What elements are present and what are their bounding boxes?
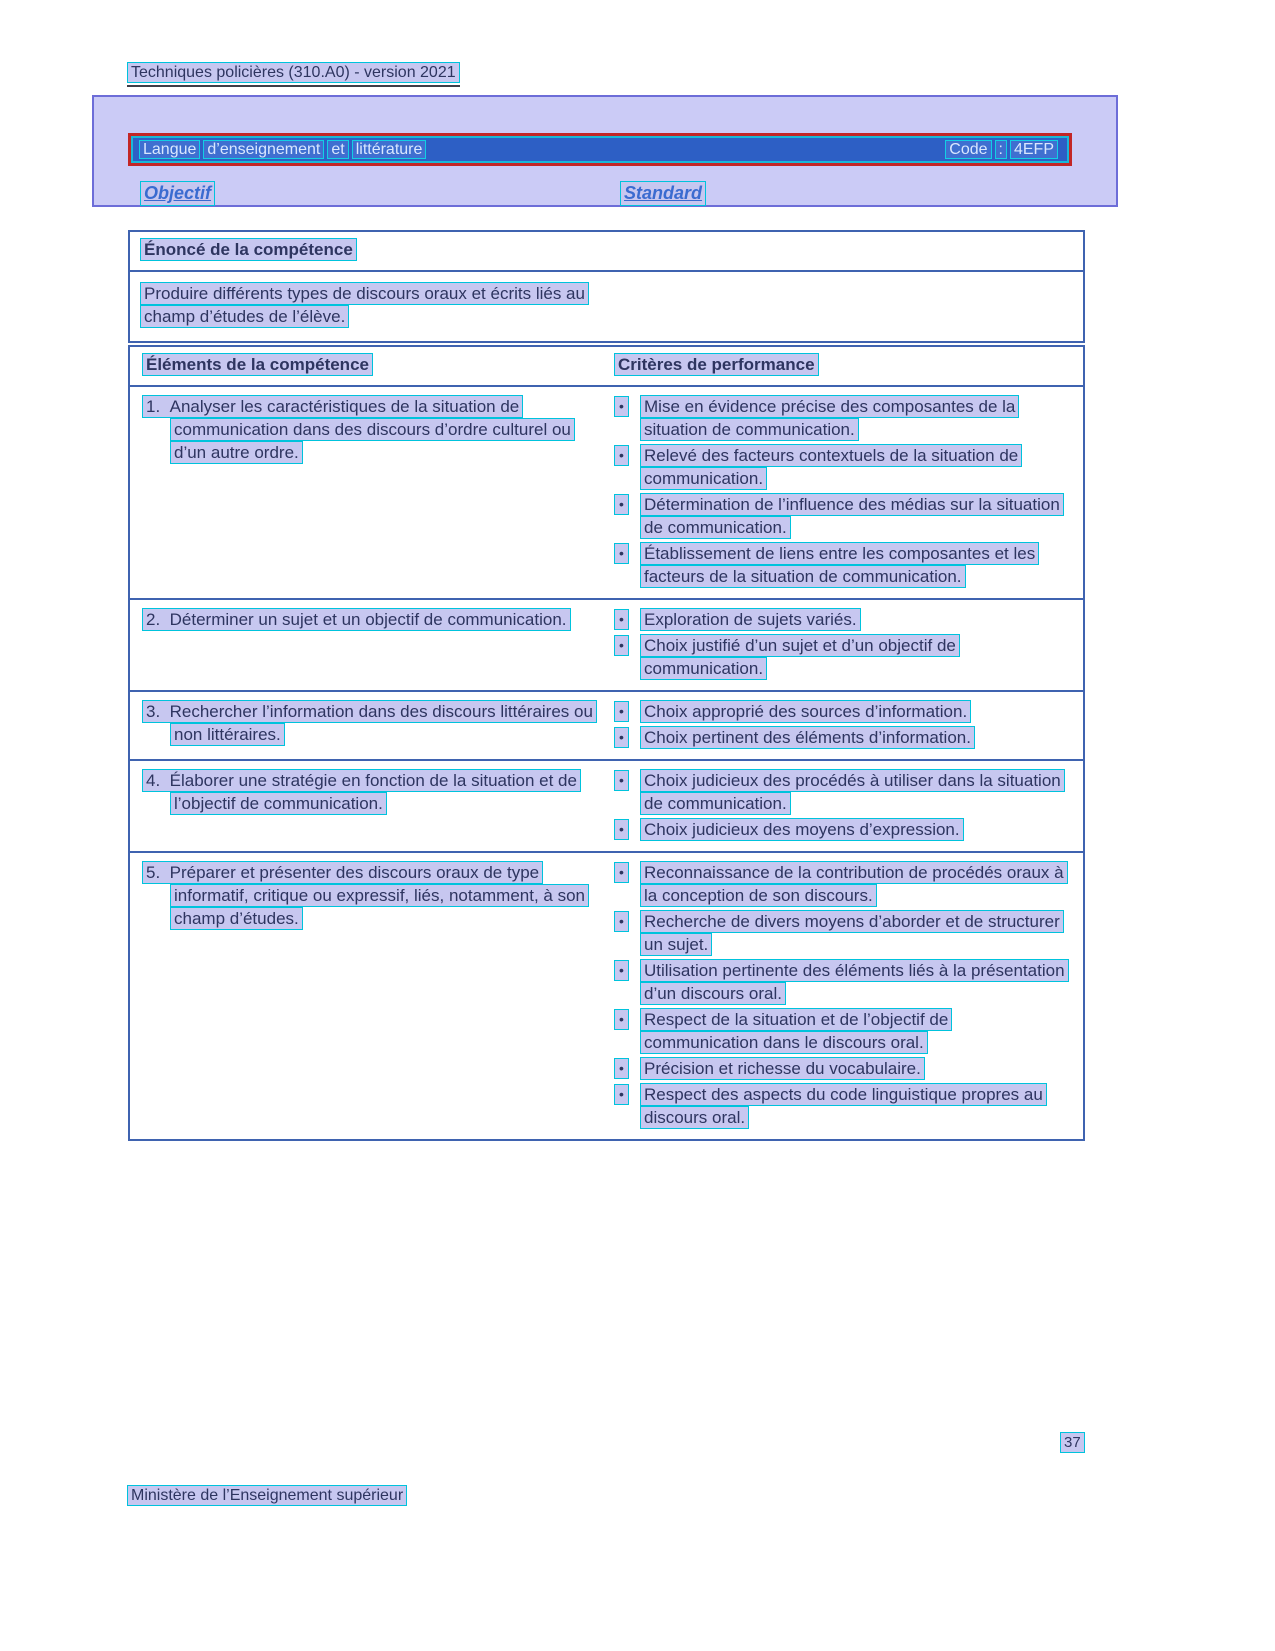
criterion-item [612,395,1065,441]
criteria-cell [608,769,1083,841]
enonce-body [130,272,1083,341]
title-bar-word: : [995,140,1007,159]
criterion-item [612,700,1065,723]
enonce-header-text: Énoncé de la compétence [140,238,357,261]
criterion-item [612,542,1065,588]
element-text [142,769,598,815]
competence-table-header [130,347,1083,387]
criterion-text: Choix pertinent des éléments d’information. [640,726,975,749]
element-text [142,395,598,464]
footer [127,1487,407,1505]
bullet-icon: • [614,1058,629,1079]
criterion-item [612,1083,1065,1129]
criterion-text: Choix approprié des sources d’information. [640,700,971,723]
bullet-icon: • [614,862,629,883]
bullet-icon: • [614,543,629,564]
element-highlight: 3. Rechercher l’information dans des discours littéraires ou non littéraires. [142,700,597,746]
header-title: Techniques policières (310.A0) - version 2021 [127,62,460,83]
enonce-section [128,230,1085,343]
bullet-icon: • [614,911,629,932]
bullet-icon: • [614,701,629,722]
criteria-cell [608,395,1083,588]
competence-row [130,851,1083,1139]
bullet-icon: • [614,635,629,656]
enonce-body-text [140,282,610,328]
element-text [142,608,598,631]
criterion-text: Détermination de l’influence des médias sur la situation de communication. [640,493,1064,539]
bullet-icon: • [614,396,629,417]
course-title-bar [128,133,1072,166]
bullet-icon: • [614,609,629,630]
criterion-item [612,726,1065,749]
competence-row [130,598,1083,690]
title-bar-word: Code [945,140,991,159]
competence-row [130,387,1083,598]
criterion-item [612,444,1065,490]
enonce-body-highlight: Produire différents types de discours oraux et écrits liés au champ d’études de l’élève. [140,282,589,328]
element-text [142,861,598,930]
competence-rows [130,387,1083,1139]
title-bar-word: littérature [352,140,427,159]
bullet-icon: • [614,727,629,748]
criterion-text: Établissement de liens entre les composantes et les facteurs de la situation de communication. [640,542,1039,588]
criterion-text: Recherche de divers moyens d’aborder et de structurer un sujet. [640,910,1064,956]
enonce-header [130,232,1083,272]
element-cell [130,608,608,680]
competence-row [130,690,1083,759]
criteria-cell [608,700,1083,749]
criterion-text: Utilisation pertinente des éléments liés à la présentation d’un discours oral. [640,959,1069,1005]
criteria-cell [608,608,1083,680]
title-bar-word: 4EFP [1010,140,1058,159]
competence-row [130,759,1083,851]
criterion-item [612,818,1065,841]
title-bar-word: et [327,140,348,159]
criteres-column-header-text: Critères de performance [614,353,819,376]
bullet-icon: • [614,819,629,840]
banner [92,95,1118,207]
bullet-icon: • [614,1009,629,1030]
standard-heading: Standard [620,181,706,206]
criterion-item [612,910,1065,956]
course-code [945,141,1061,159]
bullet-icon: • [614,494,629,515]
criterion-text: Mise en évidence précise des composantes de la situation de communication. [640,395,1019,441]
element-cell [130,769,608,841]
footer-text: Ministère de l’Enseignement supérieur [127,1485,407,1506]
criteres-column-header [608,355,1083,375]
criterion-text: Exploration de sujets variés. [640,608,861,631]
objectif-heading: Objectif [140,181,215,206]
elements-column-header-text: Éléments de la compétence [142,353,373,376]
title-bar-word: Langue [139,140,200,159]
element-text [142,700,598,746]
elements-column-header [130,355,608,375]
criterion-text: Choix judicieux des moyens d’expression. [640,818,964,841]
criterion-item [612,769,1065,815]
criterion-text: Reconnaissance de la contribution de procédés oraux à la conception de son discours. [640,861,1068,907]
element-cell [130,700,608,749]
criterion-text: Relevé des facteurs contextuels de la situation de communication. [640,444,1022,490]
criterion-text: Respect de la situation et de l’objectif de communication dans le discours oral. [640,1008,952,1054]
element-highlight: 1. Analyser les caractéristiques de la situation de communication dans des discours d’ordre culturel ou d’un autre ordre. [142,395,575,464]
criterion-item [612,493,1065,539]
document-header [127,64,460,87]
criterion-text: Précision et richesse du vocabulaire. [640,1057,925,1080]
criterion-item [612,861,1065,907]
criterion-item [612,608,1065,631]
criterion-item [612,1008,1065,1054]
element-cell [130,395,608,588]
element-highlight: 4. Élaborer une stratégie en fonction de la situation et de l’objectif de communication. [142,769,581,815]
bullet-icon: • [614,445,629,466]
bullet-icon: • [614,1084,629,1105]
criterion-text: Choix justifié d’un sujet et d’un objectif de communication. [640,634,960,680]
criterion-text: Choix judicieux des procédés à utiliser dans la situation de communication. [640,769,1065,815]
competence-table [128,345,1085,1141]
bullet-icon: • [614,770,629,791]
element-highlight: 5. Préparer et présenter des discours oraux de type informatif, critique ou expressif, liés, notamment, à son champ d’études. [142,861,589,930]
bullet-icon: • [614,960,629,981]
criterion-item [612,959,1065,1005]
criterion-item [612,634,1065,680]
criterion-item [612,1057,1065,1080]
criterion-text: Respect des aspects du code linguistique propres au discours oral. [640,1083,1047,1129]
course-title [139,141,429,159]
element-highlight: 2. Déterminer un sujet et un objectif de communication. [142,608,571,631]
page-number [1060,1434,1085,1451]
criteria-cell [608,861,1083,1129]
element-cell [130,861,608,1129]
page-number-text: 37 [1060,1432,1085,1453]
title-bar-word: d’enseignement [203,140,324,159]
